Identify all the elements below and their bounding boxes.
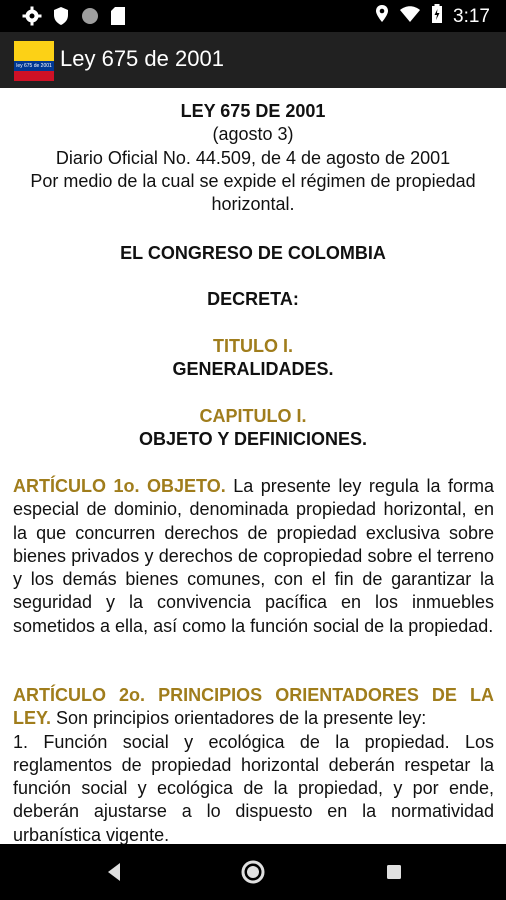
status-bar: [0, 0, 506, 32]
congress-heading: EL CONGRESO DE COLOMBIA: [120, 243, 386, 263]
status-time: 3:17: [453, 5, 490, 27]
law-title: LEY 675 DE 2001: [180, 101, 326, 121]
law-description-line1: Por medio de la cual se expide el régimen de propiedad: [30, 170, 476, 191]
app-bar: [0, 32, 506, 88]
articulo-2: [13, 684, 494, 844]
location-icon: [375, 4, 389, 29]
recents-icon[interactable]: [380, 858, 408, 886]
status-left-icons: [22, 6, 126, 31]
titulo-section: [0, 335, 506, 382]
law-gazette: Diario Oficial No. 44.509, de 4 de agosto de 2001: [55, 147, 451, 168]
navigation-bar: [0, 844, 506, 900]
battery-charging-icon: [431, 4, 443, 29]
articulo-1-text: La presente ley regula la forma especial de dominio, denominada propiedad horizontal, en la que concurren derechos de propiedad exclusiva sobre bienes privados y derechos de copropiedad sobre el terreno y los demás bienes comunes, con el fin de garantizar la seguridad y la convivencia pacífica en los inmuebles sometidos a ella, así como la función social de la propiedad.: [13, 476, 494, 636]
document-content[interactable]: [0, 88, 506, 844]
sd-card-icon: [110, 6, 126, 31]
app-logo-text: ley 675 de 2001: [14, 61, 54, 71]
back-icon[interactable]: [100, 858, 128, 886]
circle-icon: [80, 6, 100, 31]
wifi-icon: [399, 5, 421, 28]
shield-icon: [52, 6, 70, 31]
articulo-2-intro: Son principios orientadores de la presente ley:: [51, 708, 427, 729]
law-description-line2: horizontal.: [211, 194, 295, 215]
decreta-heading: DECRETA:: [207, 289, 299, 309]
status-right-icons: [375, 4, 490, 29]
app-title: Ley 675 de 2001: [60, 46, 224, 71]
articulo-2-label: ARTÍCULO 2o. PRINCIPIOS ORIENTADORES DE LA LEY.: [13, 685, 494, 729]
capitulo-section: [0, 405, 506, 452]
gear-icon: [22, 6, 42, 31]
titulo-label: TITULO I.: [213, 336, 293, 356]
capitulo-name: OBJETO Y DEFINICIONES.: [138, 429, 368, 450]
articulo-1-label: ARTÍCULO 1o. OBJETO.: [13, 476, 226, 496]
document-heading: [0, 100, 506, 216]
law-date: (agosto 3): [212, 124, 294, 145]
titulo-name: GENERALIDADES.: [172, 359, 334, 380]
home-icon[interactable]: [239, 858, 267, 886]
articulo-2-item-1: 1. Función social y ecológica de la propiedad. Los reglamentos de propiedad horizontal deberán respetar la función social y ecológica de la propiedad, y por ende, deberán ajustarse a lo dispuesto en la normatividad urbanística vigente.: [13, 731, 494, 844]
capitulo-label: CAPITULO I.: [199, 406, 307, 426]
articulo-1: [13, 475, 494, 638]
app-logo: [14, 41, 54, 81]
